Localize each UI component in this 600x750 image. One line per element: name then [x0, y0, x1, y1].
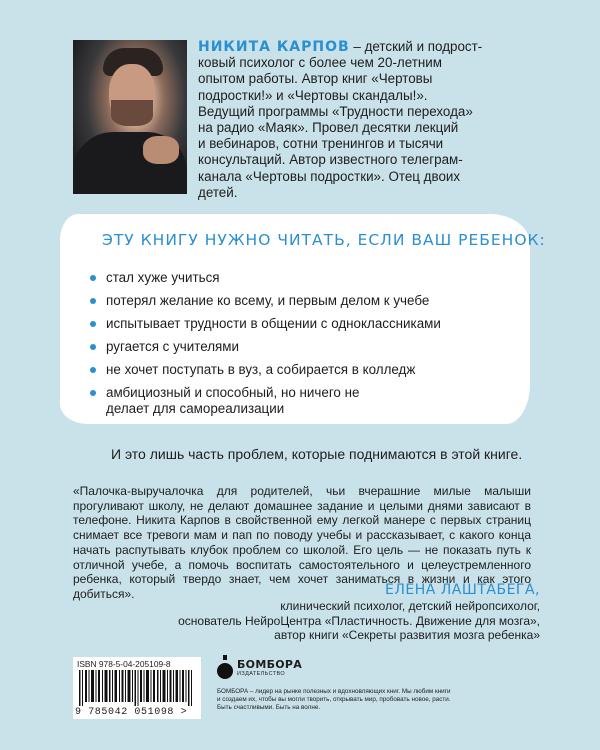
- author-bio: [198, 39, 538, 201]
- bio-line: консультаций. Автор известного телеграм-: [198, 152, 463, 168]
- bio-line: опытом работы. Автор книг «Чертовы: [198, 71, 433, 87]
- bio-line: – детский и подрост-: [349, 39, 483, 54]
- list-item: потерял желание ко всему, и первым делом к учебе: [88, 293, 508, 309]
- publisher-tagline: БОМБОРА – лидер на рынке полезных и вдохновляющих книг. Мы любим книги и создаем их, чтобы вы могли творить, открывать мир, пробовать новое, расти. Быть счастливыми. Быть на волне.: [217, 688, 451, 711]
- list-item: не хочет поступать в вуз, а собирается в колледж: [88, 362, 508, 378]
- author-photo: [73, 40, 187, 194]
- photo-beard: [111, 100, 153, 126]
- reasons-list: [88, 270, 508, 424]
- bio-line: подростки!» и «Чертовы скандалы!».: [198, 87, 428, 103]
- list-item: стал хуже учиться: [88, 270, 508, 286]
- bio-line: на радио «Маяк». Провел десятки лекций: [198, 120, 459, 136]
- bio-line: канала «Чертовы подростки». Отец двоих: [198, 168, 461, 184]
- bomb-icon: [217, 655, 233, 681]
- lead-text: И это лишь часть проблем, которые поднимаются в этой книге.: [111, 446, 523, 462]
- photo-hand: [143, 136, 179, 164]
- list-item: испытывает трудности в общении с одноклассниками: [88, 316, 508, 332]
- credit-line: автор книги «Секреты развития мозга ребенка»: [274, 628, 540, 643]
- bio-line: детей.: [198, 184, 238, 200]
- review-quote: «Палочка-выручалочка для родителей, чьи вчерашние милые малыши прогуливают школу, не делают домашнее задание и целыми днями зависают в телефоне. Никита Карпов в свойственной ему легкой манере с первых страниц снимает все тревоги мам и пап по поводу учебы и рассказывает, с какого конца начать распутывать клубок проблем со школой. Его цель — не показать путь к отличной учебе, а помочь воспитать самостоятельного и целеустремленного ребенка, который твердо знает, чем хочет заниматься в жизни и как этого добиться».: [73, 484, 531, 601]
- barcode-digits: 9 785042 051098 >: [75, 707, 188, 718]
- publisher-logo: [217, 655, 303, 683]
- barcode: [73, 657, 201, 719]
- list-item: амбициозный и способный, но ничего не делает для самореализации: [88, 385, 406, 417]
- publisher-brand: БОМБОРА: [237, 658, 303, 671]
- reasons-card: [60, 214, 546, 424]
- author-name: НИКИТА КАРПОВ: [198, 39, 350, 55]
- publisher-sub: ИЗДАТЕЛЬСТВО: [237, 671, 286, 677]
- review-author: ЕЛЕНА ЛАШТАБЕГА,: [385, 582, 540, 598]
- bio-line: и вебинаров, сотни тренингов и тысячи: [198, 136, 444, 152]
- credit-line: основатель НейроЦентра «Пластичность. Движение для мозга»,: [178, 613, 540, 628]
- credit-line: клинический психолог, детский нейропсихолог,: [280, 598, 540, 613]
- bio-line: Ведущий программы «Трудности перехода»: [198, 103, 473, 119]
- barcode-bars: [79, 670, 195, 706]
- review-signature: [178, 583, 540, 643]
- isbn-text: ISBN 978-5-04-205109-8: [77, 659, 171, 669]
- list-item: ругается с учителями: [88, 339, 508, 355]
- reasons-heading: ЭТУ КНИГУ НУЖНО ЧИТАТЬ, ЕСЛИ ВАШ РЕБЕНОК:: [102, 231, 546, 249]
- bio-line: ковый психолог с более чем 20-летним: [198, 55, 442, 71]
